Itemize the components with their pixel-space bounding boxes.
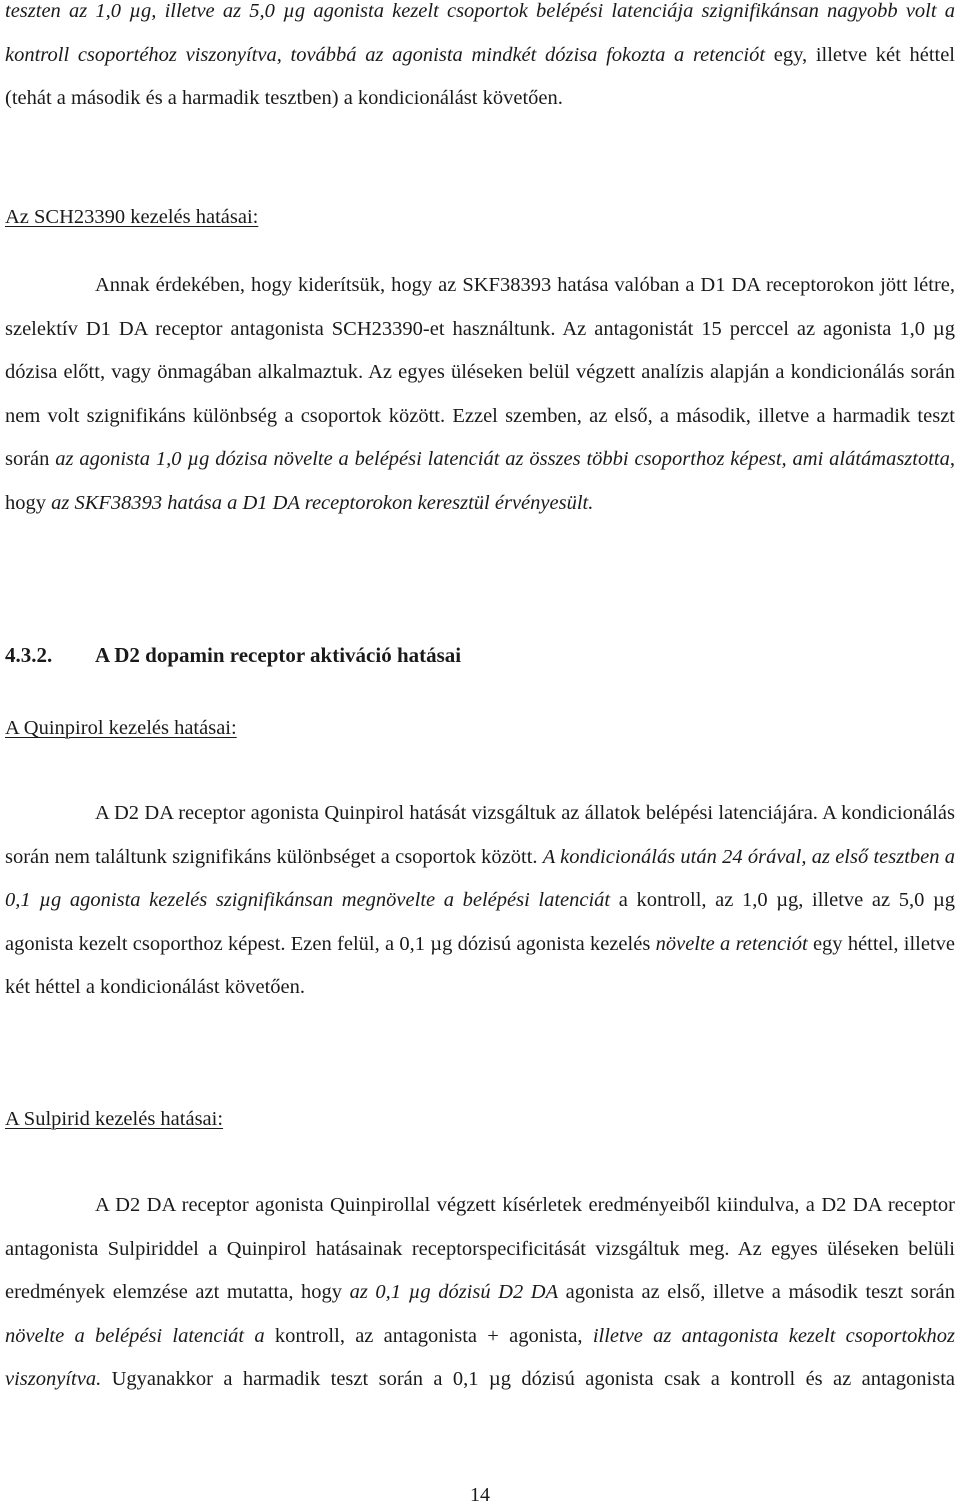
subheading-quinpirol [5,713,237,743]
subheading-sulpirid [5,1104,223,1134]
emphasis-text: illetve az antagonista kezelt csoportokhoz viszonyítva. [5,1324,955,1391]
emphasis-text: az SKF38393 hatása a D1 DA receptorokon keresztül érvényesült. [51,491,594,514]
paragraph-top [5,0,955,121]
section-title: A D2 dopamin receptor aktiváció hatásai [95,643,462,667]
subheading-sch23390 [5,202,258,232]
body-text: , hogy [5,448,955,514]
subheading-text: A Sulpirid kezelés hatásai: [5,1108,224,1130]
emphasis-text: az 0,1 µg dózisú D2 DA [349,1281,559,1304]
emphasis-text: növelte a retenciót [655,932,808,955]
body-text: egy héttel, illetve két héttel a kondicionálást követően. [5,932,955,999]
page-number: 14 [470,1484,490,1506]
emphasis-text: az agonista 1,0 µg dózisa növelte a belépési latenciát az összes többi csoporthoz képest, ami alátámasztotta [55,448,950,471]
body-text: egy, illetve két héttel (tehát a második és a harmadik tesztben) a kondicionálást követően. [5,43,956,110]
body-text: a kontroll, az 1,0 µg, illetve az 5,0 µg agonista kezelt csoporthoz képest. Ezen felül, a 0,1 µg dózisú agonista kezelés [5,889,956,955]
paragraph-sch23390 [5,264,955,526]
body-text: A D2 DA receptor agonista Quinpirol hatását vizsgáltuk az állatok belépési latenciájára. A kondicionálás során nem találtunk szignifikáns különbséget a csoportok között. [5,802,955,868]
body-text: A D2 DA receptor agonista Quinpirollal végzett kísérletek eredményeiből kiindulva, a D2 DA receptor antagonista Sulpiriddel a Quinpirol hatásainak receptorspecificitását vizsgáltuk meg. Az egyes üléseken belüli eredmények elemzése azt mutatta, hogy [5,1194,955,1304]
body-text: agonista az első, illetve a második teszt során [558,1281,956,1304]
section-heading [5,640,461,670]
paragraph-sulpirid [5,1184,955,1402]
subheading-text: A Quinpirol kezelés hatásai: [5,717,237,739]
paragraph-quinpirol [5,792,955,1010]
emphasis-text: A kondicionálás után 24 órával, az első tesztben a 0,1 µg agonista kezelés szignifikánsan megnövelte a belépési latenciát [5,845,955,912]
subheading-text: Az SCH23390 kezelés hatásai: [5,206,259,228]
body-text: Ugyanakkor a harmadik teszt során a 0,1 µg dózisú agonista csak a kontroll és az antagonista [101,1368,955,1391]
section-number: 4.3.2. [5,643,53,667]
body-text: Annak érdekében, hogy kiderítsük, hogy az SKF38393 hatása valóban a D1 DA receptorokon jött létre, szelektív D1 DA receptor antagonista SCH23390-et használtunk. Az antagonistát 15 perccel az agonista 1,0 µg dózisa előtt, vagy önmagában alkalmaztuk. Az egyes üléseken belül végzett analízis alapján a kondicionálás során nem volt szignifikáns különbség a csoportok között. Ezzel szemben, az első, a második, illetve a harmadik teszt során [5,274,955,471]
body-text: kontroll, az antagonista + agonista, [264,1324,593,1347]
emphasis-text: teszten az 1,0 µg, illetve az 5,0 µg agonista kezelt csoportok belépési latenciája szignifikánsan nagyobb volt a kontroll csoportéhoz viszonyítva, továbbá az agonista mindkét dózisa fokozta a retenciót [5,0,955,66]
emphasis-text: növelte a belépési latenciát a [5,1324,265,1347]
